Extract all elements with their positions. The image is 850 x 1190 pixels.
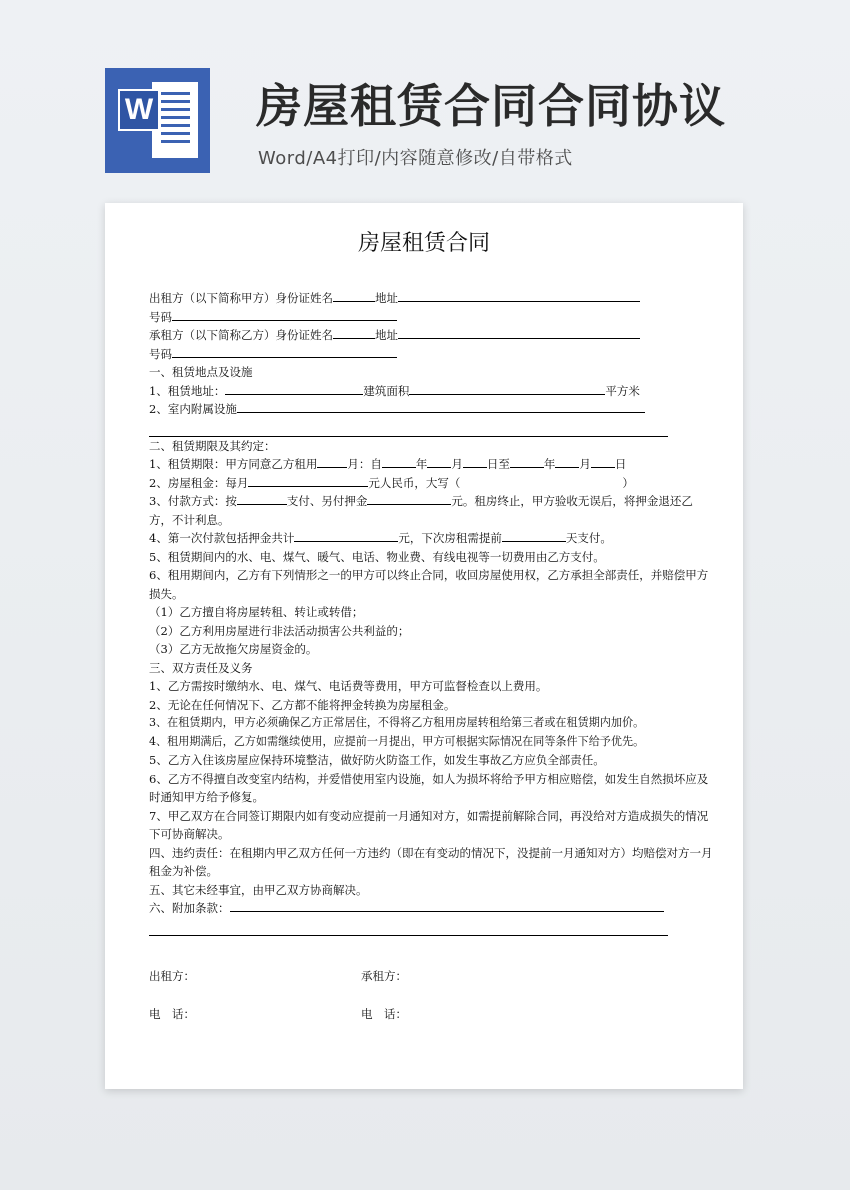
clause-3-4: 4、租用期满后，乙方如需继续使用，应提前一月提出，甲方可根据实际情况在同等条件下给予优先。 [149,734,645,748]
blank-line [149,918,668,936]
clause-2-5: 5、租赁期间内的水、电、煤气、暖气、电话、物业费、有线电视等一切费用由乙方支付。 [149,549,605,564]
clause-2-4: 4、第一次付款包括押金共计 元，下次房租需提前 天支付。 [149,531,612,545]
lessor-signature-label: 出租方： [149,969,195,983]
clause-3-5: 5、乙方入住该房屋应保持环境整洁，做好防火防盗工作，如发生事故乙方应负全部责任。 [149,753,605,767]
clause-2-6-3: （3）乙方无故拖欠房屋资金的。 [149,642,318,656]
word-logo [105,68,210,173]
contract-body [149,289,713,936]
section-1-heading: 一、租赁地点及设施 [149,365,253,379]
page-title: 房屋租赁合同合同协议 [256,79,726,133]
clause-1-1: 1、租赁地址： 建筑面积 平方米 [149,383,640,398]
section-6: 六、附加条款： [149,899,713,918]
clause-3-3: 3、在租赁期内，甲方必须确保乙方正常居住，不得将乙方租用房屋转租给第三者或在租赁期内加价。 [149,716,645,729]
lessor-phone-label: 电 话： [149,1007,195,1021]
section-5: 五、其它未经事宜，由甲乙双方协商解决。 [149,882,368,897]
lessee-line: 承租方（以下简称乙方）身份证姓名 地址 [149,326,713,345]
clause-2-1: 1、租赁期限：甲方同意乙方租用 月：自 年 月 日至 年 月 日 [149,457,627,471]
clause-2-6-1: （1）乙方擅自将房屋转租、转让或转借； [149,605,364,619]
word-w-icon: W [118,89,160,131]
section-4: 四、违约责任：在租期内甲乙双方任何一方违约（即在有变动的情况下，没提前一月通知对方）均赔偿对方一月租金为补偿。 [149,845,713,878]
lessor-line: 出租方（以下简称甲方）身份证姓名 地址 [149,289,713,308]
contract-title: 房屋租赁合同 [357,231,490,256]
clause-3-7: 7、甲乙双方在合同签订期限内如有变动应提前一月通知对方，如需提前解除合同，再没给对方造成损失的情况下可协商解决。 [149,808,709,841]
lessee-signature-label: 承租方： [361,969,407,983]
lessee-phone-label: 电 话： [361,1007,407,1021]
clause-1-2: 2、室内附属设施 [149,400,713,419]
clause-3-2: 2、无论在任何情况下、乙方都不能将押金转换为房屋租金。 [149,697,456,712]
clause-2-2: 2、房屋租金：每月 元人民币，大写（ ） [149,475,634,490]
lessee-id-line: 号码 [149,345,713,364]
clause-3-6: 6、乙方不得擅自改变室内结构，并爱惜使用室内设施，如人为损坏将给予甲方相应赔偿，如发生自然损坏应及时通知甲方给予修复。 [149,771,709,804]
blank-line [149,419,668,437]
section-3-heading: 三、双方责任及义务 [149,660,253,675]
clause-3-1: 1、乙方需按时缴纳水、电、煤气、电话费等费用，甲方可监督检查以上费用。 [149,679,548,693]
lessor-id-line: 号码 [149,308,713,327]
clause-2-3: 3、付款方式：按 支付、另付押金 元。租房终止，甲方验收无误后，将押金退还乙方，不计利息。 [149,494,693,527]
section-2-heading: 二、租赁期限及其约定： [149,438,276,453]
contract-page [105,203,743,1089]
clause-2-6: 6、租用期间内，乙方有下列情形之一的甲方可以终止合同，收回房屋使用权，乙方承担全部责任，并赔偿甲方损失。 [149,568,709,601]
clause-2-6-2: （2）乙方利用房屋进行非法活动损害公共利益的； [149,623,410,638]
page-subtitle: Word/A4打印/内容随意修改/自带格式 [258,148,573,169]
